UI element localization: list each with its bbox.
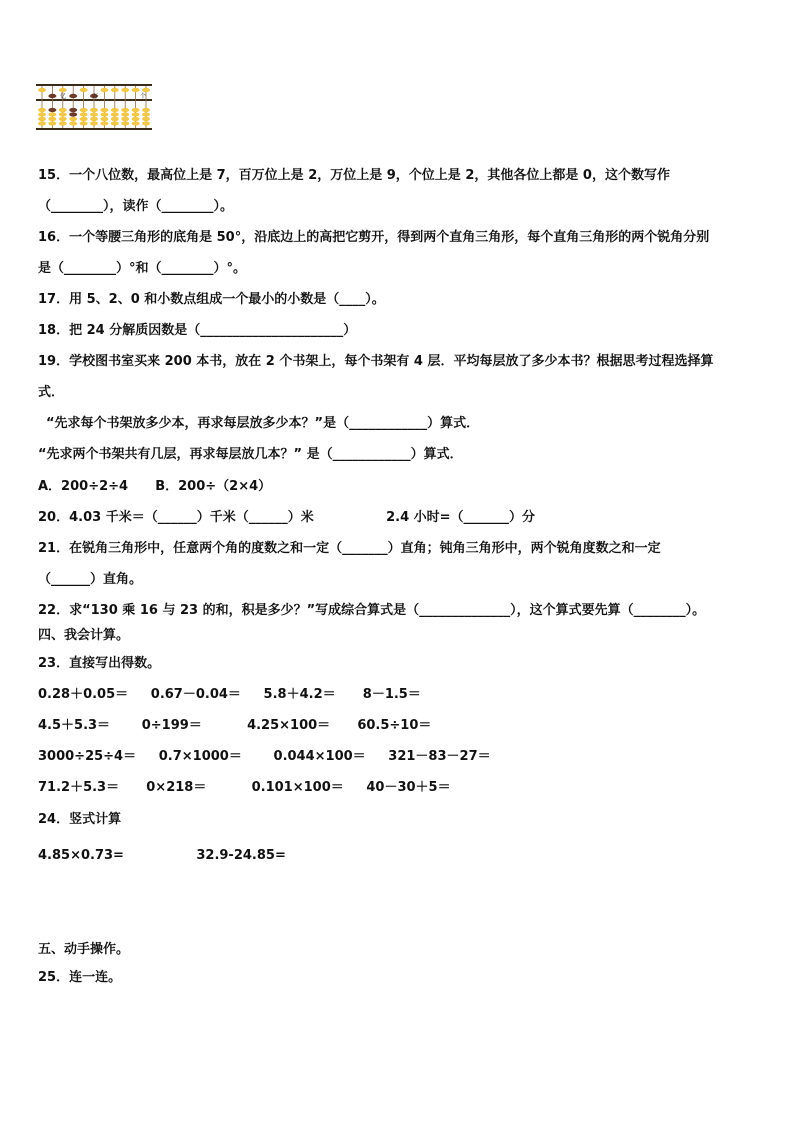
abacus-lower-bead [38,117,46,121]
abacus-upper-bead [59,88,67,92]
abacus-upper-bead [38,88,46,92]
abacus-lower-bead [90,117,98,121]
abacus-lower-bead [69,108,77,112]
abacus-lower-bead [38,108,46,112]
abacus-lower-bead [48,117,56,121]
abacus-lower-bead [100,108,108,112]
section-4-heading: 四、我会计算。 [38,628,130,643]
abacus-lower-bead [80,108,88,112]
abacus-lower-bead [100,117,108,121]
abacus-lower-bead [121,112,129,116]
abacus-upper-bead [111,88,119,92]
abacus-lower-bead [111,117,119,121]
abacus-upper-bead [80,88,88,92]
abacus-lower-bead [121,117,129,121]
abacus-lower-bead [59,112,67,116]
abacus-lower-bead [80,117,88,121]
abacus-upper-bead [132,88,140,92]
abacus-lower-bead [142,117,150,121]
q22: 22．求“130 乘 16 与 23 的和，积是多少？”写成综合算式是（______________），这个算式要先算（________）。 [38,603,706,618]
abacus-lower-bead [142,121,150,125]
q24: 24．竖式计算 [38,812,122,827]
calc-row-4: 71.2＋5.3＝ 0×218＝ 0.101×100＝ 40－30＋5＝ [38,780,451,795]
abacus-lower-bead [90,121,98,125]
calc-row-3: 3000÷25÷4＝ 0.7×1000＝ 0.044×100＝ 321－83－27＝ [38,749,491,764]
q19-options: A．200÷2÷4 B．200÷（2×4） [38,479,272,494]
abacus-lower-bead [80,112,88,116]
calc-row-1: 0.28＋0.05＝ 0.67－0.04＝ 5.8＋4.2＝ 8－1.5＝ [38,687,421,702]
section-5-heading: 五、动手操作。 [38,942,130,957]
abacus-lower-bead [48,108,56,112]
q21-line2: （______）直角。 [38,572,143,587]
abacus-upper-bead [100,88,108,92]
abacus-lower-bead [69,121,77,125]
abacus-lower-bead [111,108,119,112]
abacus-label-wan: 万 [92,93,99,100]
q17: 17．用 5、2、0 和小数点组成一个最小的小数是（____）。 [38,292,385,307]
abacus-lower-bead [90,112,98,116]
q19-line4: “先求两个书架共有几层，再求每层放几本？” 是（____________）算式． [38,447,463,462]
abacus-lower-bead [142,112,150,116]
q19-line2: 式． [38,385,65,400]
abacus-lower-bead [69,117,77,121]
abacus-lower-bead [38,112,46,116]
abacus-lower-bead [121,108,129,112]
abacus-lower-bead [59,108,67,112]
q25: 25．连一连。 [38,970,122,985]
abacus-lower-bead [48,121,56,125]
q18: 18．把 24 分解质因数是（______________________） [38,323,357,338]
abacus-image [36,84,152,130]
abacus-upper-bead [69,94,77,98]
abacus-label-ge: 个 [140,93,147,100]
q16-line2: 是（________）°和（________）°。 [38,261,247,276]
abacus-lower-bead [38,121,46,125]
abacus-lower-bead [69,112,77,116]
abacus-lower-bead [59,117,67,121]
abacus-upper-bead [48,94,56,98]
abacus-lower-bead [132,121,140,125]
abacus-upper-bead [142,88,150,92]
abacus-label-yi: 亿 [60,93,67,100]
abacus-lower-bead [90,108,98,112]
q15-line1: 15．一个八位数，最高位上是 7，百万位上是 2，万位上是 9，个位上是 2，其他各位上都是 0，这个数写作 [38,168,670,183]
q23: 23．直接写出得数。 [38,656,161,671]
abacus-lower-bead [100,121,108,125]
q19-line3: “先求每个书架放多少本，再求每层放多少本？”是（____________）算式． [46,416,480,431]
abacus-lower-bead [132,108,140,112]
abacus-lower-bead [132,117,140,121]
q20: 20．4.03 千米＝（______）千米（______）米 2.4 小时=（_______）分 [38,510,536,525]
calc-row-2: 4.5＋5.3＝ 0÷199＝ 4.25×100＝ 60.5÷10＝ [38,718,432,733]
q15-line2: （________），读作（________）。 [38,199,234,214]
abacus-lower-bead [121,121,129,125]
abacus-lower-bead [100,112,108,116]
abacus-upper-bead [121,88,129,92]
q24-items: 4.85×0.73= 32.9-24.85= [38,848,286,863]
abacus-lower-bead [48,112,56,116]
abacus-lower-bead [80,121,88,125]
q16-line1: 16．一个等腰三角形的底角是 50°，沿底边上的高把它剪开，得到两个直角三角形，每个直角三角形的两个锐角分别 [38,230,710,245]
q19-line1: 19．学校图书室买来 200 本书，放在 2 个书架上，每个书架有 4 层．平均每层放了多少本书？根据思考过程选择算 [38,354,714,369]
abacus-lower-bead [111,121,119,125]
abacus-lower-bead [111,112,119,116]
abacus-lower-bead [132,112,140,116]
q21-line1: 21．在锐角三角形中，任意两个角的度数之和一定（_______）直角；钝角三角形中，两个锐角度数之和一定 [38,541,661,556]
abacus-lower-bead [59,121,67,125]
abacus-lower-bead [142,108,150,112]
